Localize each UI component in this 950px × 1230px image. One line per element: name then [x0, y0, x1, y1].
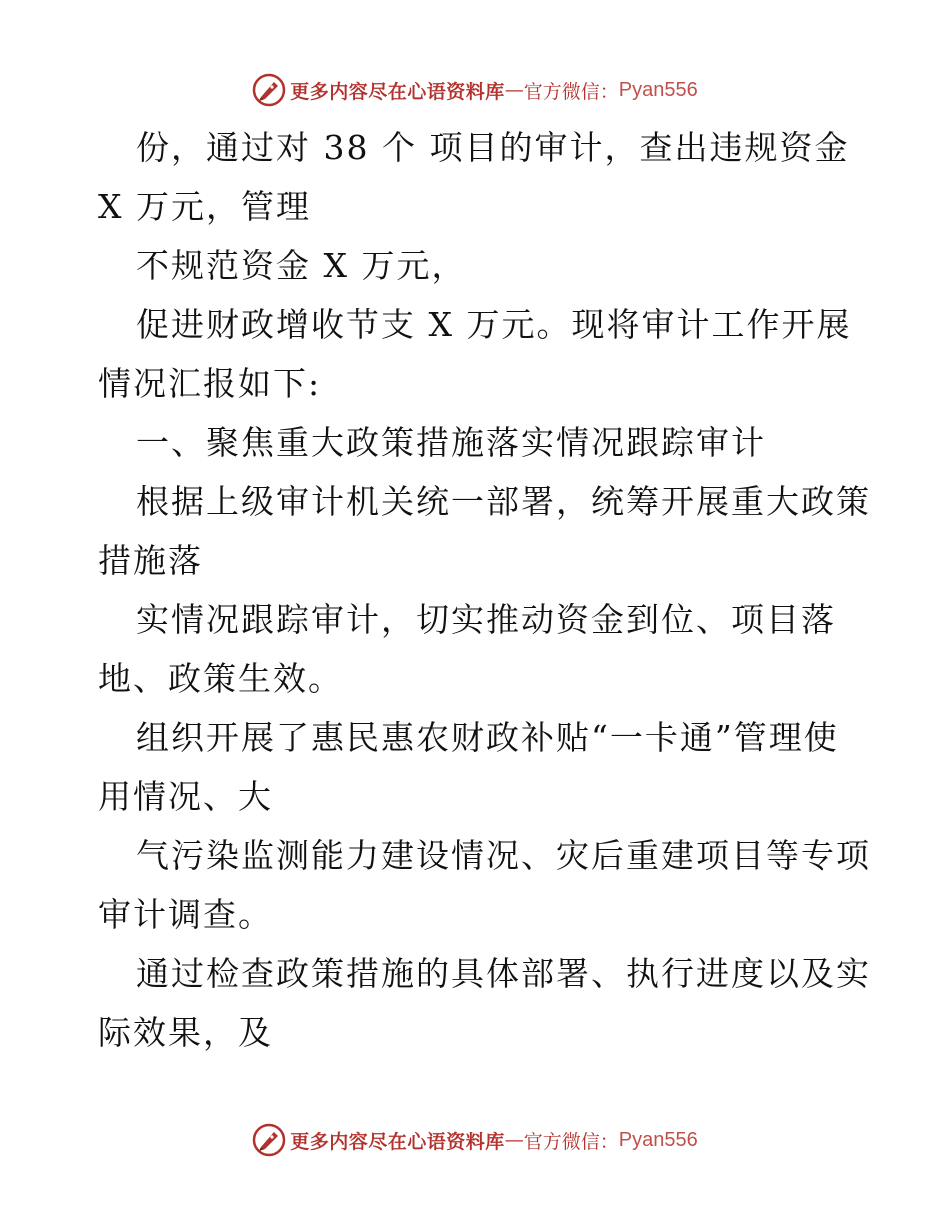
- text-line: X 万元，管理: [98, 187, 311, 226]
- text-line: 通过检查政策措施的具体部署、执行进度以及实: [136, 954, 871, 993]
- watermark-wechat-label: 官方微信：: [523, 1130, 619, 1153]
- pen-nib-logo-icon: [252, 73, 286, 107]
- section-heading: 一、聚焦重大政策措施落实情况跟踪审计: [136, 423, 766, 462]
- text-line: 份，通过对 38 个 项目的审计，查出违规资金: [136, 128, 850, 167]
- text-line: 根据上级审计机关统一部署，统筹开展重大政策: [136, 482, 871, 521]
- watermark-dash: —: [504, 1129, 524, 1151]
- watermark-text: 更多内容尽在心语资料库: [290, 80, 505, 103]
- text-line: 不规范资金 X 万元，: [136, 246, 467, 285]
- watermark-text: 更多内容尽在心语资料库: [290, 1130, 505, 1153]
- text-line: 用情况、大: [98, 777, 273, 816]
- pen-nib-logo-icon: [252, 1123, 286, 1157]
- watermark-wechat-label: 官方微信：: [523, 80, 619, 103]
- watermark-dash: —: [504, 79, 524, 101]
- text-line: 实情况跟踪审计，切实推动资金到位、项目落: [136, 600, 836, 639]
- text-line: 措施落: [98, 541, 203, 580]
- document-body: [98, 118, 871, 1062]
- watermark-wechat-id: Pyan556: [618, 1128, 698, 1151]
- text-line: 地、政策生效。: [98, 659, 343, 698]
- text-line: 促进财政增收节支 X 万元。现将审计工作开展: [136, 305, 852, 344]
- header-watermark: [0, 70, 950, 110]
- text-line: 组织开展了惠民惠农财政补贴“一卡通”管理使: [136, 718, 839, 757]
- text-line: 际效果，及: [98, 1013, 273, 1052]
- text-line: 情况汇报如下:: [98, 364, 322, 403]
- text-line: 气污染监测能力建设情况、灾后重建项目等专项: [136, 836, 871, 875]
- watermark-wechat-id: Pyan556: [618, 78, 698, 101]
- text-line: 审计调查。: [98, 895, 273, 934]
- footer-watermark: [0, 1120, 950, 1160]
